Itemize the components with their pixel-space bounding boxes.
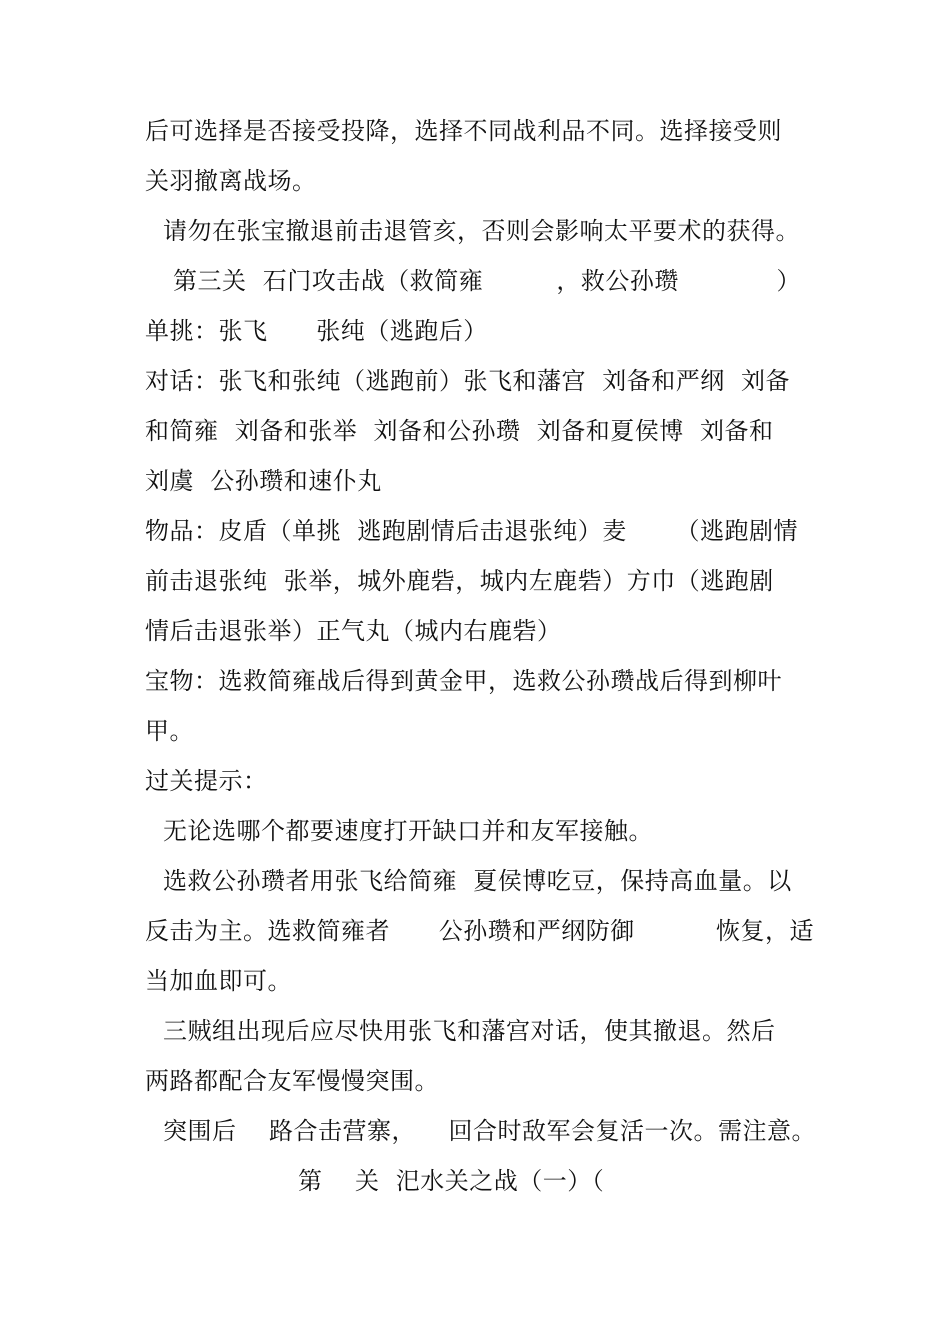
tip-line-6: 两路都配合友军慢慢突围。 <box>145 1067 439 1095</box>
tip-line-7: 突围后 路合击营寨， 回合时敌军会复活一次。需注意。 <box>163 1117 817 1145</box>
dialogue-line-3: 刘虞 公孙瓒和速仆丸 <box>145 467 382 495</box>
tip-line-5: 三贼组出现后应尽快用张飞和藩宫对话，使其撤退。然后 <box>163 1017 776 1045</box>
items-line-2: 前击退张纯 张举，城外鹿砦，城内左鹿砦）方巾（逃跑剧 <box>145 567 774 595</box>
duel-line: 单挑：张飞 张纯（逃跑后） <box>145 317 488 345</box>
dialogue-line-2: 和简雍 刘备和张举 刘备和公孙瓒 刘备和夏侯博 刘备和 <box>145 417 774 445</box>
items-line-3: 情后击退张举）正气丸（城内右鹿砦） <box>145 617 562 645</box>
dialogue-line-1: 对话：张飞和张纯（逃跑前）张飞和藩宫 刘备和严纲 刘备 <box>145 367 791 395</box>
section-heading-level-3: 第三关 石门攻击战（救简雍 ，救公孙瓒 ） <box>173 267 801 295</box>
section-heading-next: 第 关 汜水关之战（一）（ <box>298 1167 605 1195</box>
paragraph-line-3: 请勿在张宝撤退前击退管亥，否则会影响太平要术的获得。 <box>163 217 800 245</box>
paragraph-line-2: 关羽撤离战场。 <box>145 167 317 195</box>
tip-line-3: 反击为主。选救简雍者 公孙瓒和严纲防御 恢复，适 <box>145 917 815 945</box>
treasure-line-2: 甲。 <box>145 717 194 745</box>
tips-heading: 过关提示： <box>145 767 268 795</box>
treasure-line-1: 宝物：选救简雍战后得到黄金甲，选救公孙瓒战后得到柳叶 <box>145 667 782 695</box>
paragraph-line-1: 后可选择是否接受投降，选择不同战利品不同。选择接受则 <box>145 117 782 145</box>
tip-line-1: 无论选哪个都要速度打开缺口并和友军接触。 <box>163 817 653 845</box>
tip-line-2: 选救公孙瓒者用张飞给简雍 夏侯博吃豆，保持高血量。以 <box>163 867 792 895</box>
items-line-1: 物品：皮盾（单挑 逃跑剧情后击退张纯）麦 （逃跑剧情 <box>145 517 799 545</box>
tip-line-4: 当加血即可。 <box>145 967 292 995</box>
